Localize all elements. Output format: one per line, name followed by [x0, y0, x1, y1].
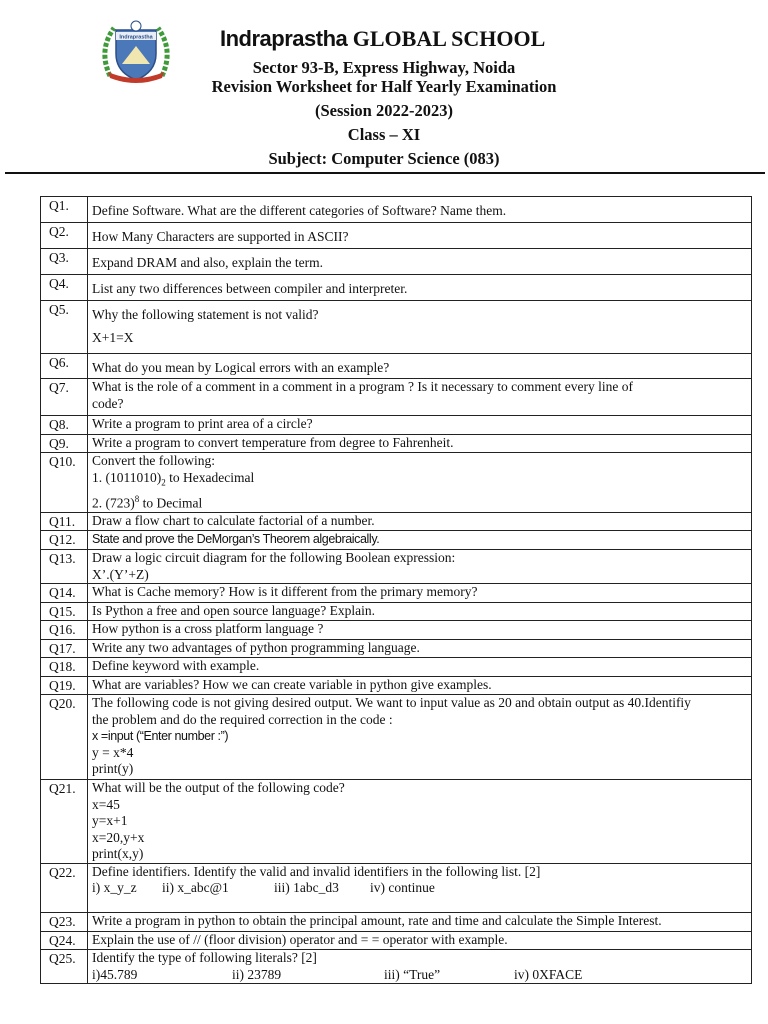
question-text: What is the role of a comment in a comment in a program ? Is it necessary to comment every line of code?	[88, 379, 752, 416]
question-text: State and prove the DeMorgan’s Theorem algebraically.	[88, 531, 752, 550]
question-row	[41, 658, 752, 677]
question-number: Q15.	[41, 602, 88, 621]
question-number: Q18.	[41, 658, 88, 677]
question-number: Q4.	[41, 275, 88, 301]
option-item: ii) 23789	[232, 966, 282, 982]
question-text: Write any two advantages of python programming language.	[88, 639, 752, 658]
question-number: Q22.	[41, 863, 88, 912]
logo-text: Indraprastha	[119, 34, 153, 41]
question-text: Define keyword with example.	[88, 658, 752, 677]
question-text: Convert the following: 1. $(1011010)_2$ to Hexadecimal 2. $(723)^8$ to Decimal	[88, 453, 752, 513]
question-number: Q9.	[41, 434, 88, 453]
question-text: Define identifiers. Identify the valid and invalid identifiers in the following list. [2] i) x_y_z ii) x_abc@1 iii) 1abc_d3 iv) continue	[88, 863, 752, 912]
question-row	[41, 197, 752, 223]
question-row	[41, 275, 752, 301]
question-row	[41, 950, 752, 984]
question-row	[41, 434, 752, 453]
question-text: What is Cache memory? How is it different from the primary memory?	[88, 584, 752, 603]
question-row	[41, 453, 752, 513]
question-row	[41, 639, 752, 658]
question-number: Q17.	[41, 639, 88, 658]
question-number: Q11.	[41, 512, 88, 531]
question-number: Q19.	[41, 676, 88, 695]
school-name	[220, 26, 545, 52]
question-text: How python is a cross platform language ?	[88, 621, 752, 640]
question-row	[41, 301, 752, 354]
question-number: Q23.	[41, 912, 88, 931]
option-item: iv) continue	[370, 880, 435, 896]
conversion-item-2: 2. $(723)^8$ to Decimal	[92, 493, 203, 511]
question-text: Write a program to convert temperature from degree to Fahrenheit.	[88, 434, 752, 453]
question-row	[41, 223, 752, 249]
question-number: Q10.	[41, 453, 88, 513]
session: (Session 2022-2023)	[315, 101, 453, 120]
question-text: Write a program to print area of a circle?	[88, 416, 752, 435]
question-text: What do you mean by Logical errors with an example?	[88, 354, 752, 379]
question-number: Q8.	[41, 416, 88, 435]
question-row	[41, 676, 752, 695]
question-row	[41, 931, 752, 950]
question-row	[41, 416, 752, 435]
question-row	[41, 602, 752, 621]
question-number: Q2.	[41, 223, 88, 249]
option-item: i)45.789	[92, 966, 138, 982]
header-divider	[5, 172, 765, 174]
school-name-rest: GLOBAL SCHOOL	[352, 26, 546, 51]
question-number: Q1.	[41, 197, 88, 223]
question-text: Identify the type of following literals? [2] i)45.789 ii) 23789 iii) “True” iv) 0XFACE	[88, 950, 752, 984]
subject-label: Subject: Computer Science (083)	[268, 149, 500, 168]
question-text: Define Software. What are the different categories of Software? Name them.	[88, 197, 752, 223]
question-text: Draw a flow chart to calculate factorial of a number.	[88, 512, 752, 531]
school-brand: Indraprastha	[220, 26, 348, 51]
question-number: Q21.	[41, 780, 88, 864]
question-text: Draw a logic circuit diagram for the following Boolean expression: X’.(Y’+Z)	[88, 550, 752, 584]
question-number: Q7.	[41, 379, 88, 416]
question-number: Q6.	[41, 354, 88, 379]
question-row	[41, 621, 752, 640]
option-item: iv) 0XFACE	[514, 966, 583, 982]
option-item: iii) “True”	[384, 966, 441, 982]
option-item: ii) x_abc@1	[162, 880, 229, 896]
school-address: Sector 93-B, Express Highway, Noida	[252, 58, 516, 77]
question-row	[41, 531, 752, 550]
question-row	[41, 780, 752, 864]
conversion-item-1: 1. $(1011010)_2$ to Hexadecimal	[92, 469, 255, 488]
question-row	[41, 379, 752, 416]
question-table	[40, 196, 752, 984]
question-text: How Many Characters are supported in ASCII?	[88, 223, 752, 249]
question-text: List any two differences between compiler and interpreter.	[88, 275, 752, 301]
question-row	[41, 863, 752, 912]
question-text: What will be the output of the following code? x=45 y=x+1 x=20,y+x print(x,y)	[88, 780, 752, 864]
question-text: Write a program in python to obtain the principal amount, rate and time and calculate the Simple Interest.	[88, 912, 752, 931]
literal-options	[92, 967, 747, 984]
question-number: Q12.	[41, 531, 88, 550]
question-number: Q5.	[41, 301, 88, 354]
question-row	[41, 912, 752, 931]
question-row	[41, 354, 752, 379]
question-text: What are variables? How we can create variable in python give examples.	[88, 676, 752, 695]
question-text: Explain the use of // (floor division) operator and = = operator with example.	[88, 931, 752, 950]
question-row	[41, 512, 752, 531]
question-number: Q25.	[41, 950, 88, 984]
question-number: Q16.	[41, 621, 88, 640]
question-row	[41, 550, 752, 584]
question-row	[41, 584, 752, 603]
question-number: Q13.	[41, 550, 88, 584]
question-number: Q24.	[41, 931, 88, 950]
question-text: Is Python a free and open source language? Explain.	[88, 602, 752, 621]
question-text: Why the following statement is not valid? X+1=X	[88, 301, 752, 354]
class-label: Class – XI	[347, 125, 421, 144]
question-row	[41, 695, 752, 780]
question-number: Q14.	[41, 584, 88, 603]
question-text: The following code is not giving desired output. We want to input value as 20 and obtain output as 40.Identifiy the problem and do the required correction in the code : x =input (“Enter number :”) y = x*4 print(y)	[88, 695, 752, 780]
worksheet-title: Revision Worksheet for Half Yearly Examination	[211, 77, 557, 96]
question-number: Q20.	[41, 695, 88, 780]
identifier-options	[92, 880, 747, 897]
option-item: i) x_y_z	[92, 880, 137, 896]
option-item: iii) 1abc_d3	[274, 880, 339, 896]
question-row	[41, 249, 752, 275]
question-number: Q3.	[41, 249, 88, 275]
question-text: Expand DRAM and also, explain the term.	[88, 249, 752, 275]
